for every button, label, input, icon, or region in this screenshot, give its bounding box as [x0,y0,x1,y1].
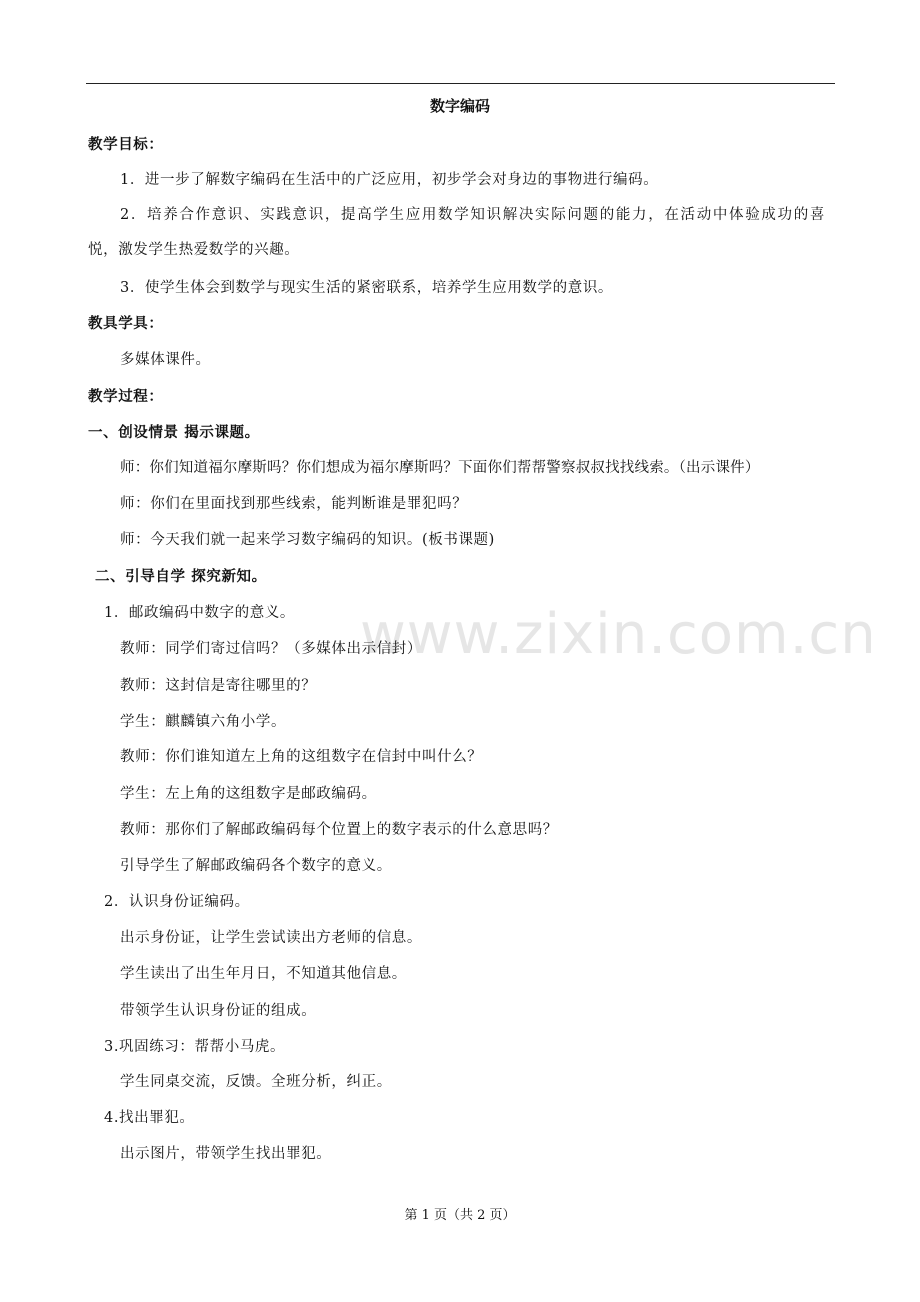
item1-line-3: 学生：麒麟镇六角小学。 [120,714,287,730]
goal-2-line-2: 悦，激发学生热爱数学的兴趣。 [88,242,300,258]
part1-line-3: 师：今天我们就一起来学习数字编码的知识。(板书课题) [120,532,495,548]
tools-text: 多媒体课件。 [120,352,211,368]
part1-heading: 一、创设情景 揭示课题。 [88,425,260,441]
document-title: 数字编码 [429,97,490,115]
item1-line-7: 引导学生了解邮政编码各个数字的意义。 [120,858,392,874]
part1-line-2: 师：你们在里面找到那些线索，能判断谁是罪犯吗？ [120,496,468,512]
item3-title: 3.巩固练习：帮帮小马虎。 [104,1039,286,1055]
item1-line-1: 教师：同学们寄过信吗？（多媒体出示信封） [120,641,422,657]
item2-line-3: 带领学生认识身份证的组成。 [120,1003,317,1019]
header-rule [86,83,835,84]
part1-line-1: 师：你们知道福尔摩斯吗？你们想成为福尔摩斯吗？下面你们帮帮警察叔叔找找线索。（出示课件） [120,460,760,476]
process-heading: 教学过程： [88,389,164,405]
item1-title: 1．邮政编码中数字的意义。 [104,605,296,621]
goal-1: 1．进一步了解数字编码在生活中的广泛应用，初步学会对身边的事物进行编码。 [120,172,659,188]
item3-line-1: 学生同桌交流，反馈。全班分析，纠正。 [120,1074,392,1090]
page-footer: 第 1 页（共 2 页） [404,1208,516,1223]
goal-3: 3．使学生体会到数学与现实生活的紧密联系，培养学生应用数学的意识。 [120,280,614,296]
item1-line-4: 教师：你们谁知道左上角的这组数字在信封中叫什么？ [120,749,483,765]
tools-heading: 教具学具： [88,316,164,332]
item4-line-1: 出示图片，带领学生找出罪犯。 [120,1146,332,1162]
item2-line-1: 出示身份证，让学生尝试读出方老师的信息。 [120,930,422,946]
item2-title: 2．认识身份证编码。 [104,894,250,910]
item1-line-2: 教师：这封信是寄往哪里的？ [120,678,317,694]
goal-2-line-1: 2．培养合作意识、实践意识，提高学生应用数学知识解决实际问题的能力，在活动中体验成功的喜 [120,207,825,223]
item1-line-5: 学生：左上角的这组数字是邮政编码。 [120,786,377,802]
item4-title: 4.找出罪犯。 [104,1110,195,1126]
item2-line-2: 学生读出了出生年月日，不知道其他信息。 [120,966,407,982]
item1-line-6: 教师：那你们了解邮政编码每个位置上的数字表示的什么意思吗？ [120,822,558,838]
watermark: www.zixin.com.cn [360,602,877,667]
goals-heading: 教学目标： [88,137,164,153]
part2-heading: 二、引导自学 探究新知。 [95,569,267,585]
